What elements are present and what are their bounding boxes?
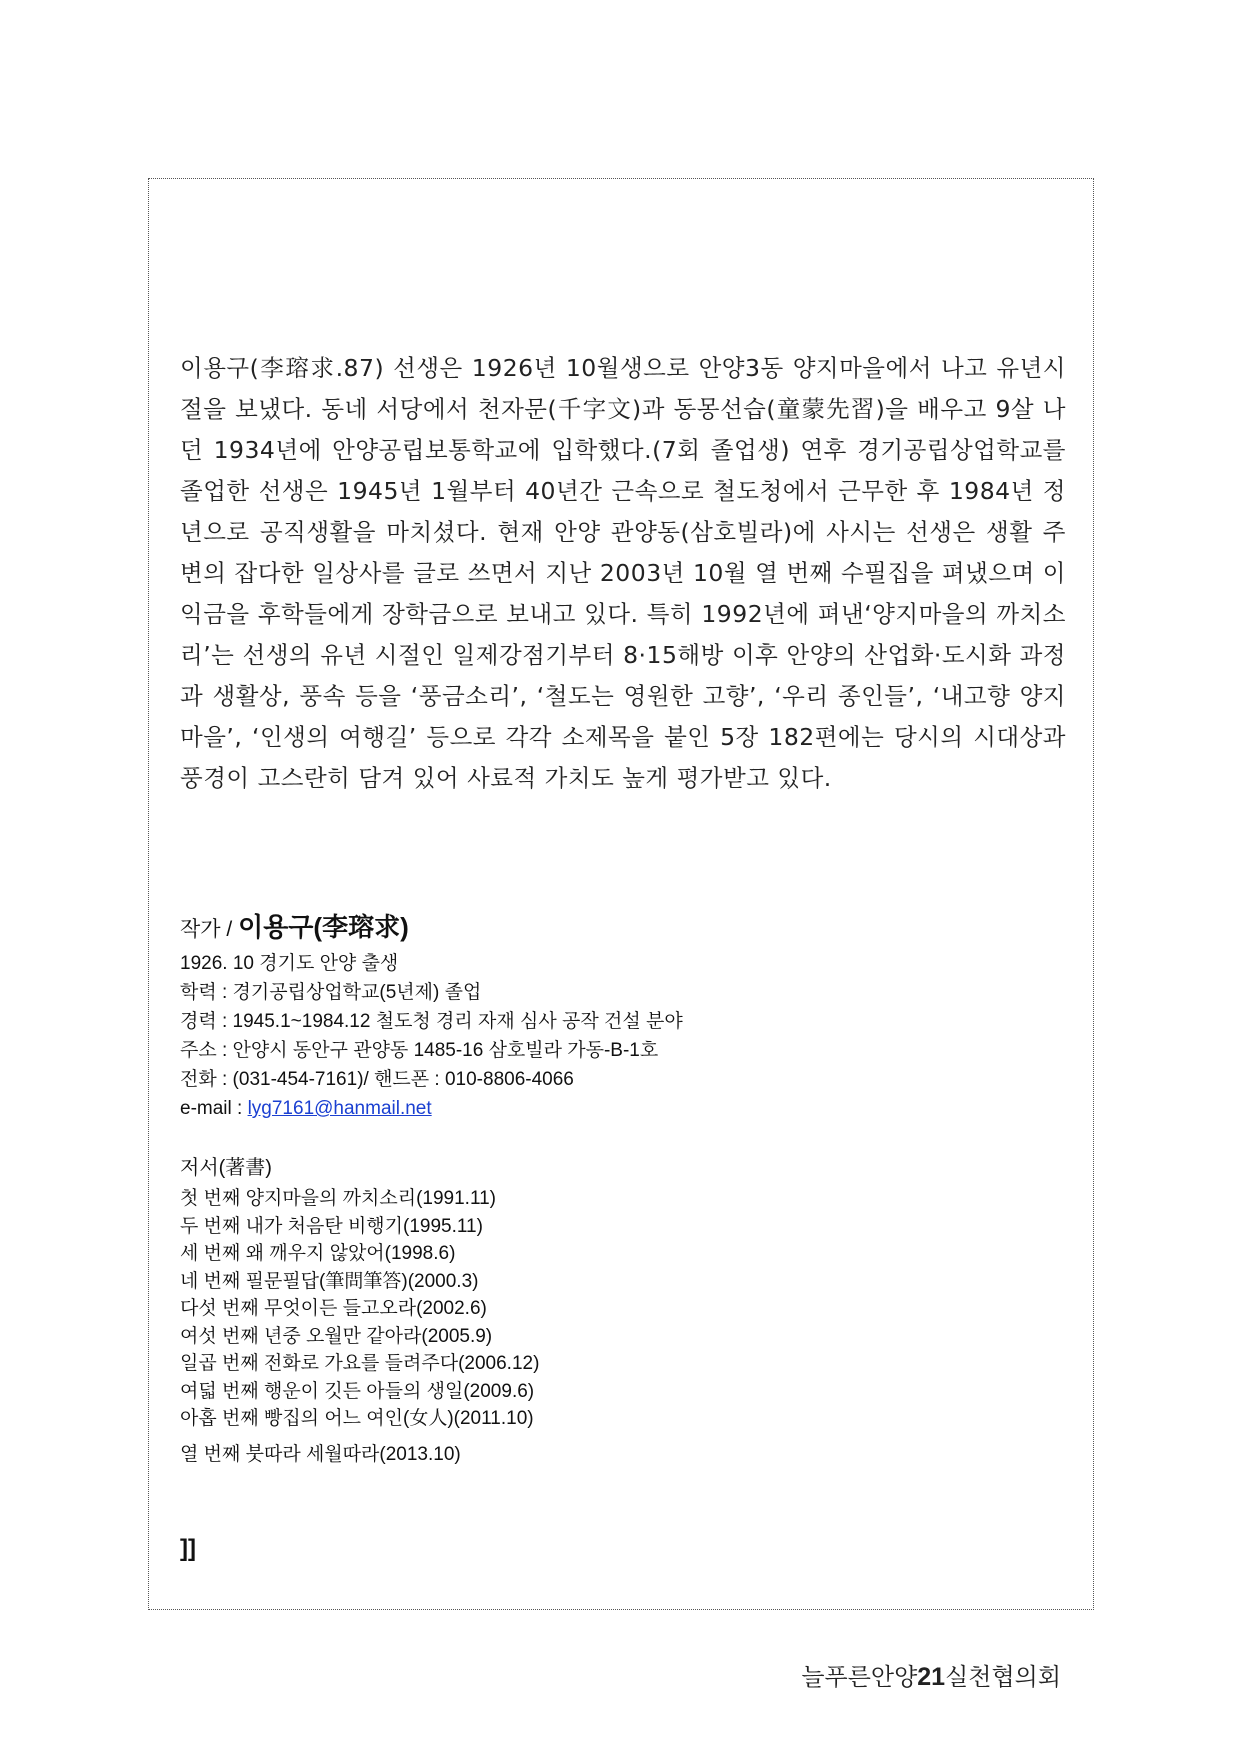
footer-number: 21 (917, 1663, 946, 1691)
author-phone: 전화 : (031-454-7161)/ 핸드폰 : 010-8806-4066 (180, 1069, 574, 1090)
email-link[interactable]: lyg7161@hanmail.net (247, 1098, 432, 1119)
list-item: 세 번째 왜 깨우지 않았어(1998.6) (180, 1243, 456, 1264)
list-item: 열 번째 붓따라 세월따라(2013.10) (180, 1443, 461, 1465)
list-item: 여섯 번째 년중 오월만 같아라(2005.9) (180, 1325, 493, 1347)
list-item: 일곱 번째 전화로 가요를 들려주다(2006.12) (180, 1353, 540, 1374)
email-label: e-mail : (180, 1098, 248, 1119)
footer-suffix: 실천협의회 (945, 1663, 1061, 1691)
page-footer (801, 1657, 1061, 1692)
author-profile (180, 910, 1060, 1468)
books-list (180, 1185, 1060, 1468)
books-heading: 저서(著書) (180, 1157, 272, 1179)
list-item: 아홉 번째 빵집의 어느 여인(女人)(2011.10) (180, 1408, 534, 1429)
list-item: 다섯 번째 무엇이든 들고오라(2002.6) (180, 1298, 487, 1319)
author-title-prefix: 작가 / (180, 918, 239, 941)
closing-mark: ]] (180, 1535, 196, 1562)
list-item: 첫 번째 양지마을의 까치소리(1991.11) (180, 1188, 497, 1209)
author-career: 경력 : 1945.1~1984.12 철도청 경리 자재 심사 공작 건설 분야 (180, 1011, 683, 1032)
list-item: 두 번째 내가 처음탄 비행기(1995.11) (180, 1215, 483, 1237)
list-item: 네 번째 필문필답(筆問筆答)(2000.3) (180, 1270, 479, 1292)
footer-prefix: 늘푸른안양 (801, 1663, 918, 1691)
author-birth: 1926. 10 경기도 안양 출생 (180, 953, 399, 974)
author-heading (180, 910, 1060, 947)
list-item: 여덟 번째 행운이 깃든 아들의 생일(2009.6) (180, 1380, 535, 1402)
author-education: 학력 : 경기공립상업학교(5년제) 졸업 (180, 982, 482, 1003)
author-address: 주소 : 안양시 동안구 관양동 1485-16 삼호빌라 가동-B-1호 (180, 1040, 659, 1061)
author-name: 이용구(李瑢求) (238, 912, 409, 942)
author-email-line (180, 1094, 1060, 1123)
biography-paragraph: 이용구(李瑢求.87) 선생은 1926년 10월생으로 안양3동 양지마을에서 나고 유년시절을 보냈다. 동네 서당에서 천자문(千字文)과 동몽선습(童蒙先習)을 배우고 9살 나던 1934년에 안양공립보통학교에 입학했다.(7회 졸업생) 연후 경기공립상업학교를 졸업한 선생은 1945년 1월부터 40년간 근속으로 철도청에서 근무한 후 1984년 정년으로 공직생활을 마치셨다. 현재 안양 관양동(삼호빌라)에 사시는 선생은 생활 주변의 잡다한 일상사를 글로 쓰면서 지난 2003년 10월 열 번째 수필집을 펴냈으며 이익금을 후학들에게 장학금으로 보내고 있다. 특히 1992년에 펴낸‘양지마을의 까치소리’는 선생의 유년 시절인 일제강점기부터 8·15해방 이후 안양의 산업화·도시화 과정과 생활상, 풍속 등을 ‘풍금소리’, ‘철도는 영원한 고향’, ‘우리 종인들’, ‘내고향 양지마을’, ‘인생의 여행길’ 등으로 각각 소제목을 붙인 5장 182편에는 당시의 시대상과 풍경이 고스란히 담겨 있어 사료적 가치도 높게 평가받고 있다. (180, 354, 1066, 792)
